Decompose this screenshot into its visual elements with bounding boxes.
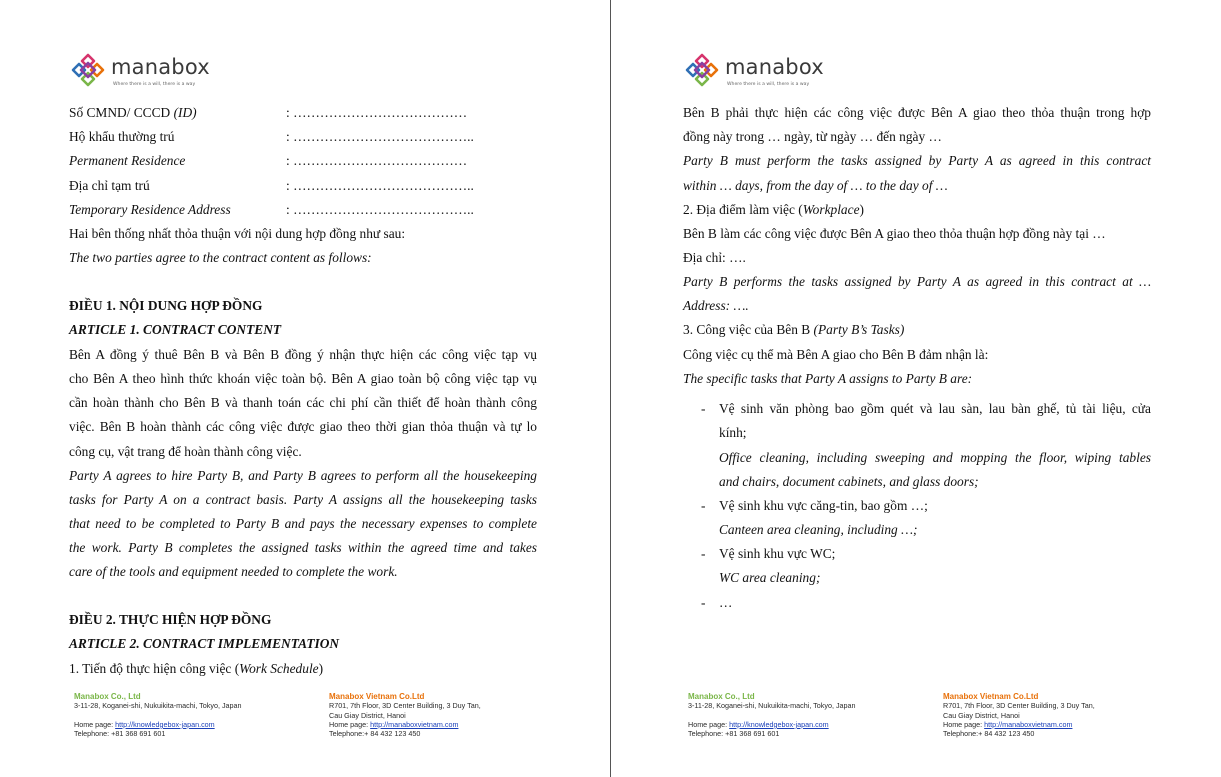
footer-japan-office: [688, 692, 856, 738]
bullet-dash: -: [701, 498, 706, 513]
workplace-text-vi: Bên B làm các công việc được Bên A giao theo thỏa thuận hợp đồng này tại …: [683, 226, 1106, 241]
field-label-permanent: Permanent Residence: [69, 153, 186, 168]
work-schedule-heading: 1. Tiến độ thực hiện công việc (Work Schedule): [69, 661, 324, 676]
footer-address: 3-11-28, Koganei-shi, Nukuikita-machi, Tokyo, Japan: [688, 701, 856, 711]
agree-text-en: The two parties agree to the contract content as follows:: [69, 250, 372, 265]
task-item-en: WC area cleaning;: [719, 570, 821, 585]
agree-text-vi: Hai bên thống nhất thỏa thuận với nội dung hợp đồng như sau:: [69, 226, 406, 241]
task-item-en: and chairs, document cabinets, and glass doors;: [719, 474, 979, 489]
manabox-logo-icon: [684, 52, 720, 88]
manabox-logo-icon: [70, 52, 106, 88]
footer-homepage-link[interactable]: http://knowledgebox-japan.com: [729, 719, 829, 729]
field-label-temp-en: Temporary Residence Address: [69, 202, 231, 217]
field-value-temp: : …………………………………..: [286, 178, 474, 193]
footer-vietnam-office: [329, 692, 481, 738]
footer-homepage: Home page: http://knowledgebox-japan.com: [74, 719, 215, 729]
logo-wordmark: manabox: [725, 55, 824, 79]
field-value-permanent: : …………………………………: [286, 153, 468, 168]
footer-homepage-link[interactable]: http://manaboxvietnam.com: [370, 719, 459, 729]
footer-homepage-link[interactable]: http://knowledgebox-japan.com: [115, 719, 215, 729]
task-item-en: Office cleaning, including sweeping and mopping the floor, wiping tables: [719, 450, 1151, 465]
footer-homepage: Home page: http://manaboxvietnam.com: [329, 719, 459, 729]
footer-homepage-link[interactable]: http://manaboxvietnam.com: [984, 719, 1073, 729]
bullet-dash: -: [701, 401, 706, 416]
article1-para-en-line: the work. Party B completes the assigned tasks within the agreed time and takes: [69, 540, 537, 555]
task-item-vi: Vệ sinh khu vực WC;: [719, 546, 836, 561]
manabox-logo: [70, 52, 230, 92]
footer-address: Cau Giay District, Hanoi: [329, 710, 406, 720]
article1-para-vi-line: công cụ, vật trang để hoàn thành công việc.: [69, 444, 302, 459]
article1-para-vi-line: việc. Bên B hoàn thành các công việc được giao theo thời gian thỏa thuận và tự lo: [69, 419, 537, 434]
article1-heading-vi: ĐIỀU 1. NỘI DUNG HỢP ĐỒNG: [69, 298, 263, 313]
footer-company-name: Manabox Co., Ltd: [688, 692, 755, 701]
task-item-en: Canteen area cleaning, including …;: [719, 522, 918, 537]
article1-para-en-line: that need to be completed to Party B and pays the necessary expenses to complete: [69, 516, 537, 531]
workplace-address-vi: Địa chỉ: ….: [683, 250, 746, 265]
field-label-id: Số CMND/ CCCD (ID): [69, 105, 197, 120]
specific-tasks-en: The specific tasks that Party A assigns to Party B are:: [683, 371, 973, 386]
field-value-residence: : …………………………………..: [286, 129, 474, 144]
field-value-id: : …………………………………: [286, 105, 468, 120]
article1-para-en-line: care of the tools and equipment needed to complete the work.: [69, 564, 398, 579]
footer-address: Cau Giay District, Hanoi: [943, 710, 1020, 720]
footer-company-name: Manabox Vietnam Co.Ltd: [943, 692, 1039, 701]
footer-company-name: Manabox Co., Ltd: [74, 692, 141, 701]
article1-heading-en: ARTICLE 1. CONTRACT CONTENT: [69, 322, 282, 337]
footer-address: R701, 7th Floor, 3D Center Building, 3 Duy Tan,: [329, 701, 481, 711]
task-item-vi: Vệ sinh khu vực căng-tin, bao gồm …;: [719, 498, 928, 513]
footer-telephone: Telephone:+ 84 432 123 450: [329, 729, 421, 739]
footer-telephone: Telephone: +81 368 691 601: [688, 729, 780, 739]
field-value-temp-en: : …………………………………..: [286, 202, 474, 217]
workplace-text-en: Party B performs the tasks assigned by Party A as agreed in this contract at …: [683, 274, 1151, 289]
footer-japan-office: [74, 692, 242, 738]
logo-tagline: Where there is a will, there is a way: [727, 82, 810, 87]
logo-tagline: Where there is a will, there is a way: [113, 82, 196, 87]
footer-address: 3-11-28, Koganei-shi, Nukuikita-machi, Tokyo, Japan: [74, 701, 242, 711]
bullet-dash: -: [701, 546, 706, 561]
article2-heading-en: ARTICLE 2. CONTRACT IMPLEMENTATION: [69, 636, 340, 651]
footer-telephone: Telephone:+ 84 432 123 450: [943, 729, 1035, 739]
footer-homepage: Home page: http://manaboxvietnam.com: [943, 719, 1073, 729]
article1-para-vi-line: cho Bên A theo hình thức khoán việc toàn bộ. Bên A giao toàn bộ công việc tạp vụ: [69, 371, 537, 386]
article1-para-vi-line: cần hoàn thành cho Bên B và thanh toán các chi phí cần thiết để hoàn thành công: [69, 395, 537, 410]
logo-wordmark: manabox: [111, 55, 210, 79]
article1-para-en-line: Party A agrees to hire Party B, and Party B agrees to perform all the housekeeping: [69, 468, 537, 483]
footer-company-name: Manabox Vietnam Co.Ltd: [329, 692, 425, 701]
footer-vietnam-office: [943, 692, 1095, 738]
footer-homepage: Home page: http://knowledgebox-japan.com: [688, 719, 829, 729]
footer-telephone: Telephone: +81 368 691 601: [74, 729, 166, 739]
document-page-left: [0, 0, 610, 777]
footer-address: R701, 7th Floor, 3D Center Building, 3 Duy Tan,: [943, 701, 1095, 711]
period-text-en: Party B must perform the tasks assigned by Party A as agreed in this contract: [683, 153, 1151, 168]
document-page-right: [611, 0, 1221, 777]
article2-heading-vi: ĐIỀU 2. THỰC HIỆN HỢP ĐỒNG: [69, 612, 272, 627]
period-text-vi: Bên B phải thực hiện các công việc được Bên A giao theo thỏa thuận trong hợp: [683, 105, 1151, 120]
manabox-logo: [684, 52, 844, 92]
period-text-vi: đồng này trong … ngày, từ ngày … đến ngày …: [683, 129, 942, 144]
field-label-temp: Địa chỉ tạm trú: [69, 178, 150, 193]
article1-para-vi-line: Bên A đồng ý thuê Bên B và Bên B đồng ý nhận thực hiện các công việc tạp vụ: [69, 347, 537, 362]
tasks-heading: 3. Công việc của Bên B (Party B’s Tasks): [683, 322, 905, 337]
workplace-address-en: Address: ….: [683, 298, 749, 313]
workplace-heading: 2. Địa điểm làm việc (Workplace): [683, 202, 864, 217]
task-item-vi: kính;: [719, 425, 747, 440]
field-label-residence: Hộ khẩu thường trú: [69, 129, 175, 144]
article1-para-en-line: tasks for Party A on a contract basis. Party A assigns all the housekeeping tasks: [69, 492, 537, 507]
period-text-en: within … days, from the day of … to the day of …: [683, 178, 948, 193]
task-item-vi: …: [719, 595, 733, 610]
task-item-vi: Vệ sinh văn phòng bao gồm quét và lau sàn, lau bàn ghế, tủ tài liệu, cửa: [719, 401, 1151, 416]
specific-tasks-vi: Công việc cụ thể mà Bên A giao cho Bên B đảm nhận là:: [683, 347, 989, 362]
bullet-dash: -: [701, 595, 706, 610]
